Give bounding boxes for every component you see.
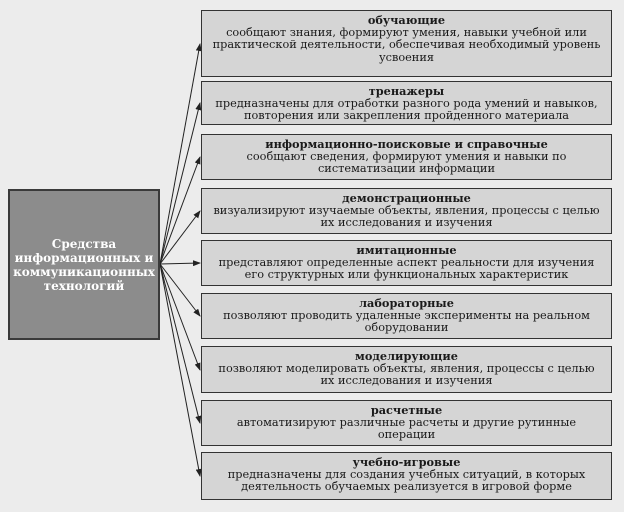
- category-box-laboratory: [201, 293, 612, 339]
- connector-arrow-3: [160, 157, 200, 264]
- category-description: позволяют моделировать объекты, явления, процессы с целью их исследования и изучения: [218, 361, 595, 388]
- category-description: предназначены для отработки разного рода умений и навыков, повторения или закрепления пройденного материала: [215, 96, 598, 123]
- category-title: информационно-поисковые и справочные: [265, 137, 548, 151]
- category-title: учебно-игровые: [352, 455, 461, 469]
- category-box-game: [201, 452, 612, 500]
- category-title: демонстрационные: [342, 191, 471, 205]
- category-title: имитационные: [356, 243, 457, 257]
- connector-arrow-8: [160, 264, 200, 423]
- central-node: [8, 189, 160, 340]
- category-description: сообщают знания, формируют умения, навыки учебной или практической деятельности, обеспечивая необходимый уровень усвоения: [212, 25, 601, 64]
- category-box-calculation: [201, 400, 612, 446]
- category-box-modeling: [201, 346, 612, 393]
- connector-arrow-2: [160, 103, 200, 264]
- connector-arrow-6: [160, 264, 200, 316]
- category-box-imitation: [201, 240, 612, 286]
- central-node-label: Средства информационных и коммуникационных технологий: [13, 236, 155, 293]
- category-title: моделирующие: [355, 349, 458, 363]
- category-title: обучающие: [367, 13, 446, 27]
- category-title: расчетные: [370, 403, 443, 417]
- category-description: предназначены для создания учебных ситуаций, в которых деятельность обучаемых реализуется в игровой форме: [227, 467, 586, 494]
- category-description: автоматизируют различные расчеты и другие рутинные операции: [236, 415, 577, 442]
- category-box-reference: [201, 134, 612, 180]
- connector-arrow-7: [160, 264, 200, 370]
- category-description: сообщают сведения, формируют умения и навыки по систематизации информации: [246, 149, 567, 176]
- category-description: позволяют проводить удаленные эксперименты на реальном оборудовании: [223, 308, 590, 335]
- category-box-simulators: [201, 81, 612, 125]
- category-box-training: [201, 10, 612, 77]
- connector-arrow-9: [160, 264, 200, 476]
- category-description: визуализируют изучаемые объекты, явления, процессы с целью их исследования и изучения: [213, 203, 600, 230]
- category-description: представляют определенные аспект реальности для изучения его структурных или функциональных характеристик: [218, 255, 595, 282]
- connector-arrow-5: [160, 263, 200, 264]
- connector-arrow-4: [160, 211, 200, 264]
- category-box-demonstration: [201, 188, 612, 234]
- category-title: тренажеры: [368, 84, 445, 98]
- category-title: лабораторные: [359, 296, 454, 310]
- connector-arrow-1: [160, 44, 200, 264]
